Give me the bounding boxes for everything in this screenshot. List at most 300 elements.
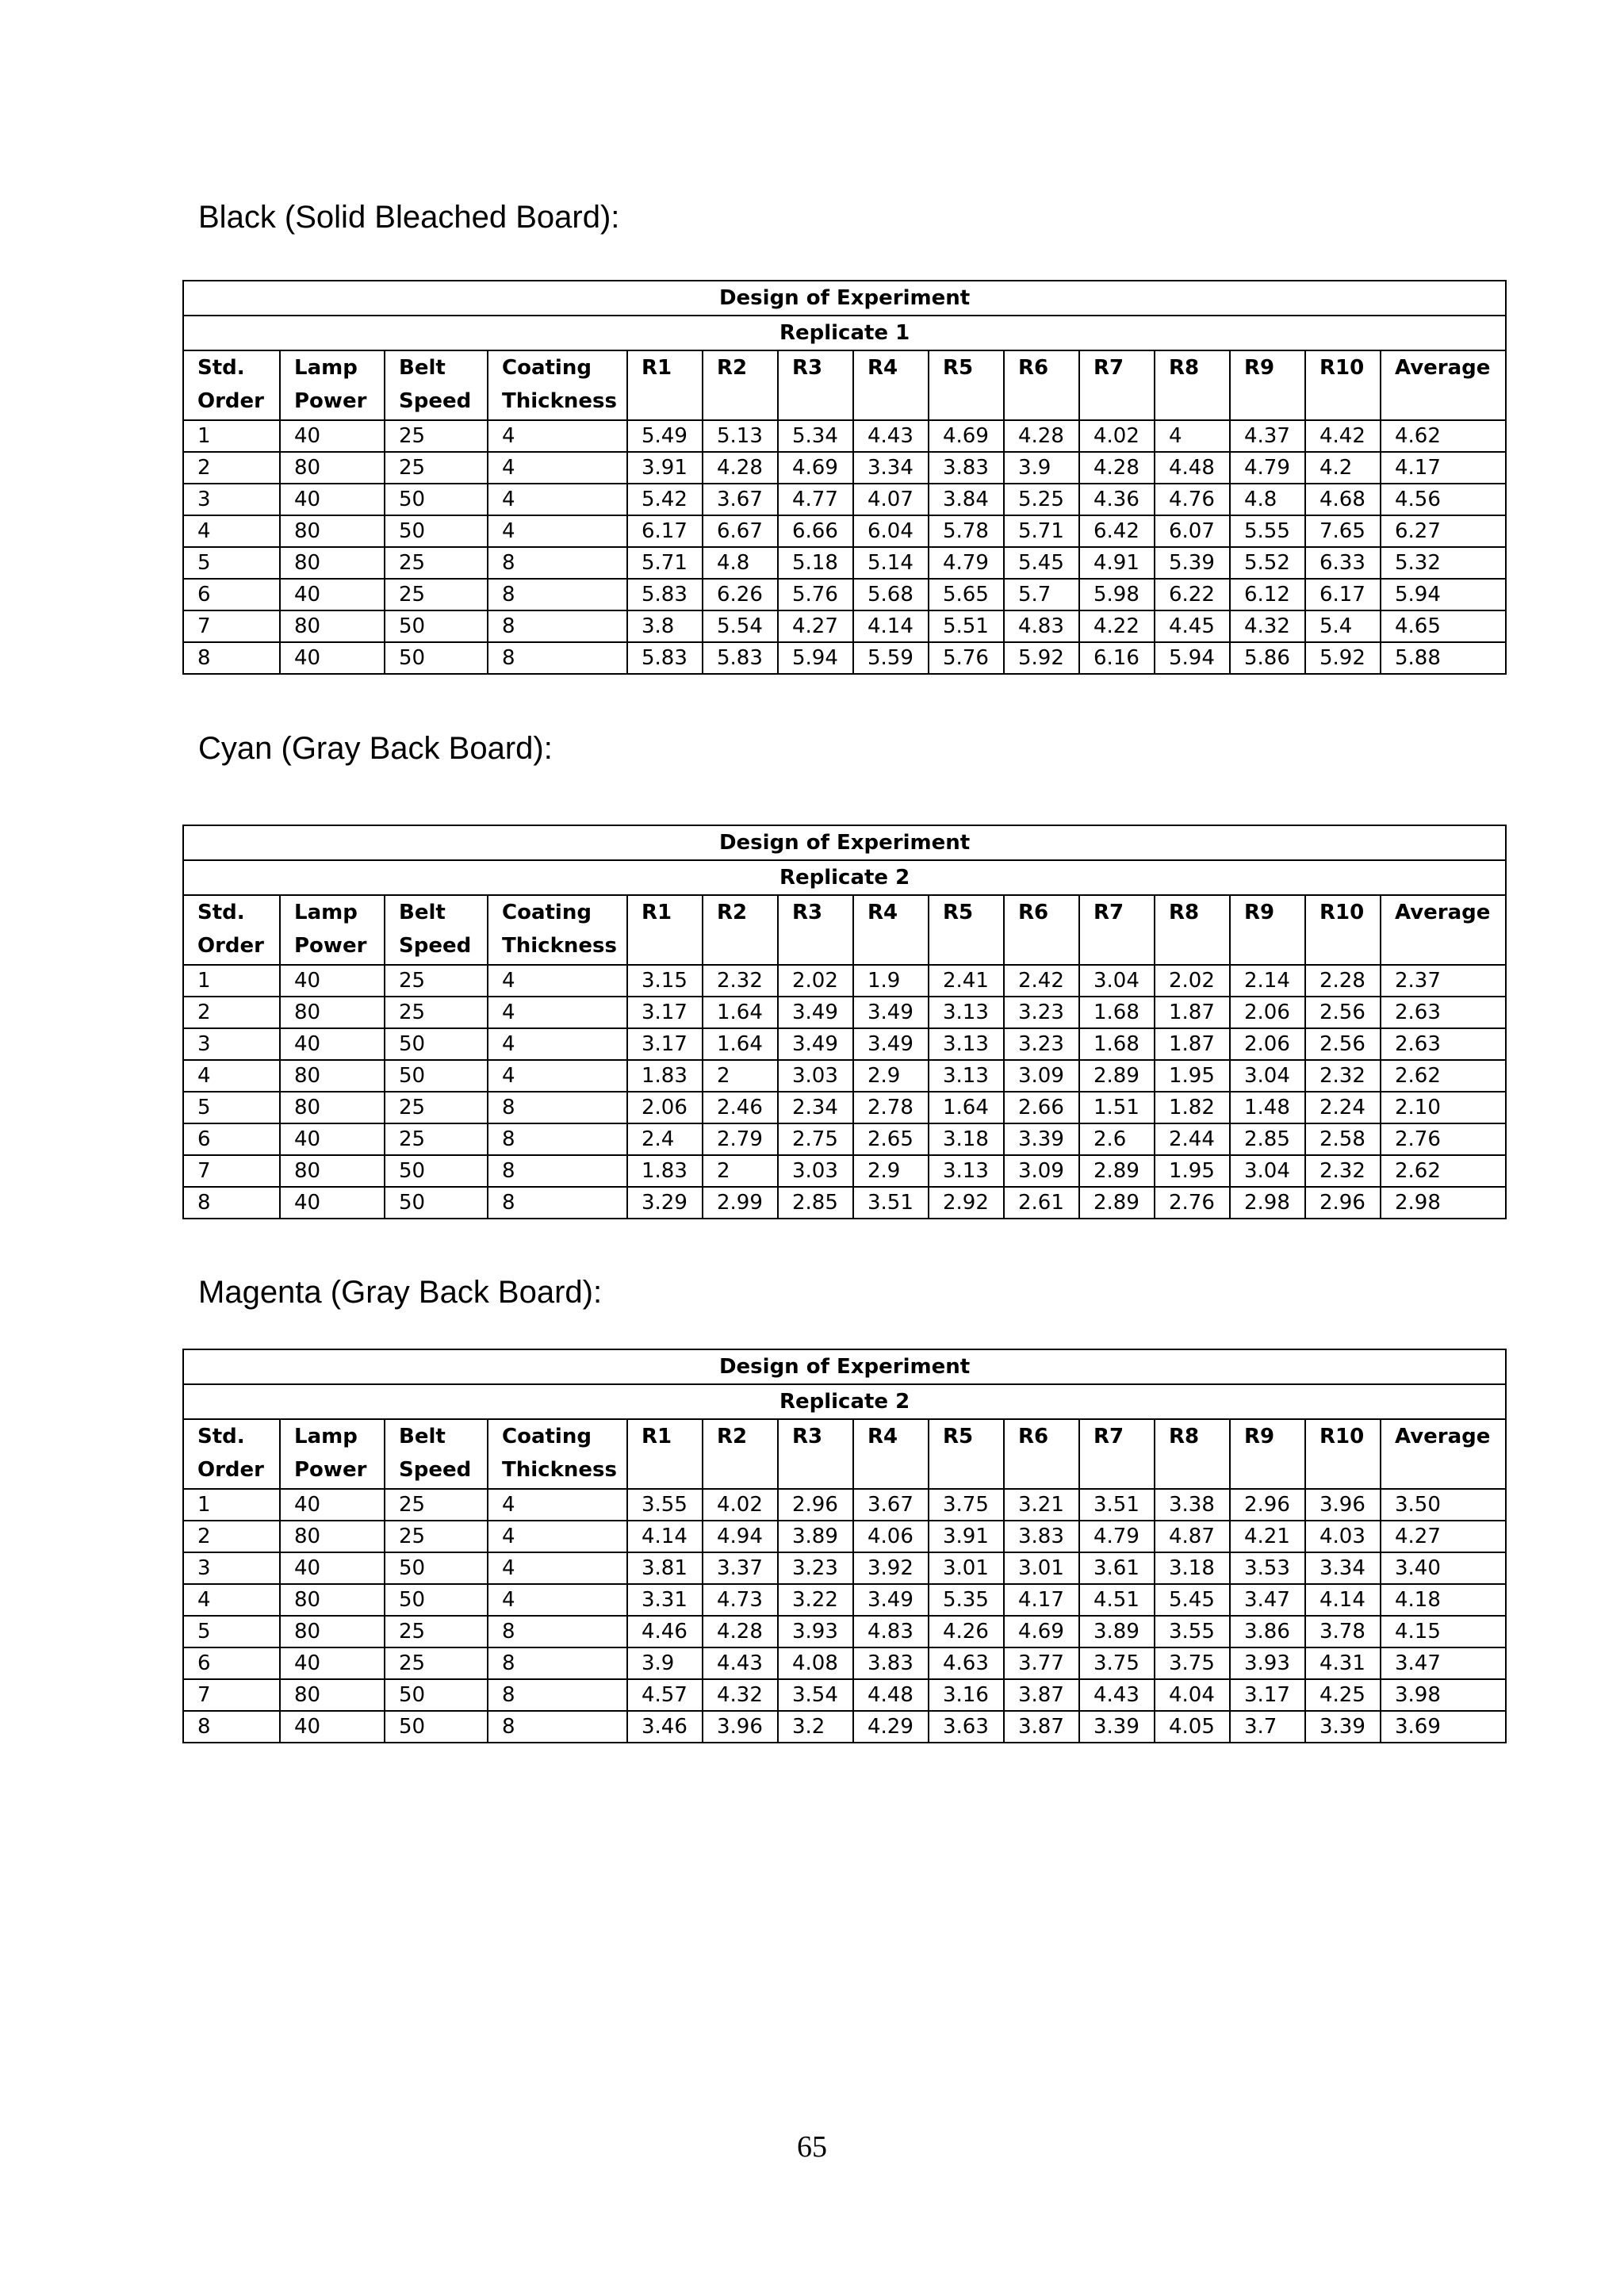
table-cell: 3.54 [778, 1679, 853, 1711]
table-cell: 1.51 [1079, 1092, 1155, 1123]
table-cell: 3.78 [1305, 1616, 1381, 1647]
table-cell: 4.43 [853, 420, 929, 452]
table-cell: 2.06 [627, 1092, 703, 1123]
table-cell: 3.34 [853, 452, 929, 484]
table-row [183, 1711, 1506, 1743]
table-cell: 4.69 [1004, 1616, 1079, 1647]
table-cell: 6.17 [627, 515, 703, 547]
table-cell: 4.17 [1004, 1584, 1079, 1616]
column-header [488, 1419, 627, 1489]
table-cell: 4.57 [627, 1679, 703, 1711]
table-cell: 5.39 [1155, 547, 1230, 579]
table-cell: 3.04 [1230, 1060, 1305, 1092]
table-cell: 5.94 [778, 642, 853, 674]
column-header-line: R6 [1018, 1425, 1049, 1448]
table-row [183, 1679, 1506, 1711]
table-cell: 3.87 [1004, 1679, 1079, 1711]
table-cell: 4.18 [1381, 1584, 1506, 1616]
table-cell: 80 [280, 1521, 385, 1552]
table-cell: 2.62 [1381, 1155, 1506, 1187]
table-cell: 4 [1155, 420, 1230, 452]
table-cell: 4 [488, 452, 627, 484]
table-cell: 3.46 [627, 1711, 703, 1743]
column-header-line: Thickness [502, 1458, 617, 1482]
table-cell: 8 [488, 579, 627, 610]
table-cell: 3.47 [1230, 1584, 1305, 1616]
column-header-line: R7 [1094, 901, 1124, 924]
table-cell: 25 [385, 965, 488, 997]
column-header [778, 350, 853, 420]
column-header [488, 895, 627, 965]
column-header [703, 895, 778, 965]
table-row [183, 1060, 1506, 1092]
table-cell: 3.39 [1305, 1711, 1381, 1743]
table-cell: 8 [488, 1155, 627, 1187]
table-cell: 3.34 [1305, 1552, 1381, 1584]
table-cell: 2.89 [1079, 1155, 1155, 1187]
table-cell: 4.22 [1079, 610, 1155, 642]
table-cell: 2.78 [853, 1092, 929, 1123]
column-header-line: Std. [197, 356, 245, 380]
table-banner: Design of Experiment [183, 825, 1506, 860]
table-cell: 25 [385, 547, 488, 579]
table-cell: 2.6 [1079, 1123, 1155, 1155]
table-cell: 4.06 [853, 1521, 929, 1552]
column-header-line: R4 [868, 1425, 898, 1448]
table-cell: 4.62 [1381, 420, 1506, 452]
table-cell: 4.56 [1381, 484, 1506, 515]
column-header [1381, 1419, 1506, 1489]
table-cell: 40 [280, 642, 385, 674]
table-cell: 6.27 [1381, 515, 1506, 547]
table-cell: 3.91 [627, 452, 703, 484]
table-cell: 2.42 [1004, 965, 1079, 997]
table-cell: 4.8 [1230, 484, 1305, 515]
column-header [703, 1419, 778, 1489]
table-banner: Design of Experiment [183, 281, 1506, 316]
table-cell: 4.43 [1079, 1679, 1155, 1711]
column-header [627, 895, 703, 965]
table-cell: 3.47 [1381, 1647, 1506, 1679]
table-cell: 2.62 [1381, 1060, 1506, 1092]
column-header-line: Coating [502, 901, 592, 924]
table-row [183, 515, 1506, 547]
table-cell: 2.32 [703, 965, 778, 997]
table-row [183, 547, 1506, 579]
table-cell: 6.16 [1079, 642, 1155, 674]
column-header [1230, 895, 1305, 965]
table-cell: 4.79 [1230, 452, 1305, 484]
table-cell: 3.75 [1155, 1647, 1230, 1679]
table-cell: 4 [488, 515, 627, 547]
table-cell: 4.28 [1079, 452, 1155, 484]
table-cell: 2 [703, 1060, 778, 1092]
table-cell: 1 [183, 420, 280, 452]
table-cell: 80 [280, 1616, 385, 1647]
table-cell: 1.87 [1155, 997, 1230, 1028]
table-cell: 5.54 [703, 610, 778, 642]
column-header [280, 1419, 385, 1489]
table-cell: 3.89 [778, 1521, 853, 1552]
table-cell: 3.13 [929, 1028, 1004, 1060]
table-cell: 5.18 [778, 547, 853, 579]
table-cell: 2.10 [1381, 1092, 1506, 1123]
table-cell: 6.66 [778, 515, 853, 547]
table-cell: 4.83 [1004, 610, 1079, 642]
column-header-line: Speed [399, 389, 472, 413]
column-header [929, 350, 1004, 420]
table-cell: 80 [280, 515, 385, 547]
table-row [183, 1187, 1506, 1219]
table-cell: 3.2 [778, 1711, 853, 1743]
table-cell: 25 [385, 997, 488, 1028]
table-cell: 3.75 [1079, 1647, 1155, 1679]
table-cell: 1.95 [1155, 1060, 1230, 1092]
column-header-line: R10 [1320, 356, 1365, 380]
table-cell: 6.67 [703, 515, 778, 547]
table-cell: 2.76 [1155, 1187, 1230, 1219]
table-cell: 8 [488, 610, 627, 642]
table-cell: 25 [385, 1489, 488, 1521]
table-cell: 5.7 [1004, 579, 1079, 610]
table-cell: 3.49 [853, 1028, 929, 1060]
table-cell: 25 [385, 1123, 488, 1155]
table-cell: 4.14 [853, 610, 929, 642]
table-cell: 4 [488, 1521, 627, 1552]
table-cell: 5.65 [929, 579, 1004, 610]
column-header-line: R5 [943, 356, 974, 380]
table-cell: 5.4 [1305, 610, 1381, 642]
column-header-line: Power [294, 389, 367, 413]
column-header-line: Belt [399, 356, 446, 380]
table-cell: 3.93 [778, 1616, 853, 1647]
table-cell: 4.91 [1079, 547, 1155, 579]
column-header-line: Power [294, 1458, 367, 1482]
table-cell: 8 [488, 1647, 627, 1679]
table-cell: 4.05 [1155, 1711, 1230, 1743]
table-cell: 2.28 [1305, 965, 1381, 997]
table-cell: 5.78 [929, 515, 1004, 547]
doe-table-magenta [182, 1349, 1507, 1743]
table-cell: 6.17 [1305, 579, 1381, 610]
table-cell: 3.23 [778, 1552, 853, 1584]
table-cell: 4.25 [1305, 1679, 1381, 1711]
column-header [853, 350, 929, 420]
column-header [1004, 350, 1079, 420]
table-cell: 2.46 [703, 1092, 778, 1123]
column-header-line: R8 [1169, 1425, 1200, 1448]
column-header-line: R9 [1244, 901, 1275, 924]
table-cell: 5.14 [853, 547, 929, 579]
table-cell: 4.94 [703, 1521, 778, 1552]
column-header-line: R1 [642, 1425, 672, 1448]
column-header [929, 895, 1004, 965]
table-cell: 3.17 [1230, 1679, 1305, 1711]
table-cell: 8 [488, 1123, 627, 1155]
table-cell: 1.83 [627, 1155, 703, 1187]
table-cell: 2.02 [1155, 965, 1230, 997]
table-cell: 3.83 [929, 452, 1004, 484]
table-cell: 50 [385, 1060, 488, 1092]
table-cell: 4.28 [703, 1616, 778, 1647]
table-cell: 2.85 [1230, 1123, 1305, 1155]
table-cell: 2.99 [703, 1187, 778, 1219]
column-header-line: R7 [1094, 356, 1124, 380]
table-cell: 2.32 [1305, 1060, 1381, 1092]
table-cell: 25 [385, 579, 488, 610]
table-cell: 3.75 [929, 1489, 1004, 1521]
table-cell: 4.69 [778, 452, 853, 484]
column-header [853, 1419, 929, 1489]
table-cell: 2.98 [1381, 1187, 1506, 1219]
table-cell: 8 [183, 642, 280, 674]
table-cell: 3.01 [1004, 1552, 1079, 1584]
table-cell: 3.49 [778, 1028, 853, 1060]
table-cell: 3 [183, 484, 280, 515]
table-cell: 40 [280, 1187, 385, 1219]
table-cell: 8 [488, 642, 627, 674]
table-cell: 3.53 [1230, 1552, 1305, 1584]
table-cell: 5.25 [1004, 484, 1079, 515]
table-cell: 6.22 [1155, 579, 1230, 610]
column-header-line: Lamp [294, 901, 358, 924]
table-cell: 2.06 [1230, 997, 1305, 1028]
table-cell: 4.04 [1155, 1679, 1230, 1711]
section-title-magenta: Magenta (Gray Back Board): [198, 1275, 603, 1310]
table-cell: 4.14 [627, 1521, 703, 1552]
table-cell: 3.81 [627, 1552, 703, 1584]
table-cell: 5.76 [778, 579, 853, 610]
table-cell: 4.79 [929, 547, 1004, 579]
table-cell: 3.49 [853, 1584, 929, 1616]
table-cell: 3.98 [1381, 1679, 1506, 1711]
table-cell: 3.91 [929, 1521, 1004, 1552]
table-cell: 3.9 [627, 1647, 703, 1679]
table-cell: 5.45 [1155, 1584, 1230, 1616]
column-header-line: R1 [642, 356, 672, 380]
table-cell: 3.37 [703, 1552, 778, 1584]
column-header-line: R3 [792, 1425, 823, 1448]
table-cell: 25 [385, 1092, 488, 1123]
table-cell: 2.65 [853, 1123, 929, 1155]
table-cell: 5.88 [1381, 642, 1506, 674]
table-cell: 3.13 [929, 1155, 1004, 1187]
table-cell: 1.83 [627, 1060, 703, 1092]
table-cell: 50 [385, 484, 488, 515]
table-cell: 4 [488, 1584, 627, 1616]
column-header [1305, 895, 1381, 965]
table-cell: 7 [183, 1155, 280, 1187]
table-cell: 4.79 [1079, 1521, 1155, 1552]
table-cell: 5.98 [1079, 579, 1155, 610]
column-header-line: Belt [399, 1425, 446, 1448]
table-cell: 4 [488, 420, 627, 452]
column-header [1004, 1419, 1079, 1489]
table-cell: 5 [183, 547, 280, 579]
table-cell: 1 [183, 1489, 280, 1521]
table-cell: 4.08 [778, 1647, 853, 1679]
page-number: 65 [797, 2130, 827, 2164]
table-cell: 40 [280, 1711, 385, 1743]
table-cell: 2.61 [1004, 1187, 1079, 1219]
table-cell: 8 [488, 1616, 627, 1647]
table-cell: 80 [280, 997, 385, 1028]
table-cell: 4.21 [1230, 1521, 1305, 1552]
table-cell: 4 [488, 1489, 627, 1521]
table-cell: 6.26 [703, 579, 778, 610]
table-cell: 2.89 [1079, 1187, 1155, 1219]
table-cell: 4.77 [778, 484, 853, 515]
column-header-line: R9 [1244, 1425, 1275, 1448]
table-row [183, 452, 1506, 484]
column-header-line: Coating [502, 1425, 592, 1448]
table-cell: 7 [183, 1679, 280, 1711]
table-cell: 5.94 [1155, 642, 1230, 674]
column-header-line: Average [1395, 356, 1491, 380]
table-cell: 8 [488, 1679, 627, 1711]
table-cell: 4.02 [1079, 420, 1155, 452]
table-cell: 2.37 [1381, 965, 1506, 997]
table-cell: 5.76 [929, 642, 1004, 674]
table-cell: 3.51 [853, 1187, 929, 1219]
table-cell: 5.71 [627, 547, 703, 579]
column-header-line: Lamp [294, 1425, 358, 1448]
header-row [183, 1419, 1506, 1489]
table-cell: 1.48 [1230, 1092, 1305, 1123]
table-cell: 5.83 [627, 642, 703, 674]
table-cell: 2 [183, 997, 280, 1028]
table-cell: 25 [385, 1616, 488, 1647]
table-cell: 3.17 [627, 1028, 703, 1060]
table-cell: 4.36 [1079, 484, 1155, 515]
table-cell: 3.83 [1004, 1521, 1079, 1552]
table-cell: 8 [183, 1187, 280, 1219]
table-row [183, 1616, 1506, 1647]
table-cell: 4.15 [1381, 1616, 1506, 1647]
table-cell: 4.07 [853, 484, 929, 515]
table-cell: 3.61 [1079, 1552, 1155, 1584]
table-cell: 3 [183, 1028, 280, 1060]
table-cell: 40 [280, 1647, 385, 1679]
column-header-line: R9 [1244, 356, 1275, 380]
table-cell: 6 [183, 579, 280, 610]
table-cell: 4 [183, 515, 280, 547]
table-cell: 6.07 [1155, 515, 1230, 547]
column-header [778, 895, 853, 965]
table-row [183, 1584, 1506, 1616]
table-cell: 80 [280, 1092, 385, 1123]
table-cell: 5.55 [1230, 515, 1305, 547]
table-cell: 1.64 [703, 1028, 778, 1060]
table-cell: 3.40 [1381, 1552, 1506, 1584]
table-cell: 50 [385, 610, 488, 642]
table-cell: 5 [183, 1092, 280, 1123]
table-cell: 2.63 [1381, 1028, 1506, 1060]
table-cell: 4.76 [1155, 484, 1230, 515]
table-cell: 3.03 [778, 1155, 853, 1187]
column-header-line: Order [197, 1458, 264, 1482]
table-cell: 4.37 [1230, 420, 1305, 452]
table-cell: 2 [703, 1155, 778, 1187]
table-cell: 5.83 [627, 579, 703, 610]
table-cell: 4.2 [1305, 452, 1381, 484]
table-cell: 4 [488, 1060, 627, 1092]
table-cell: 5.59 [853, 642, 929, 674]
table-cell: 2.92 [929, 1187, 1004, 1219]
table-cell: 2.34 [778, 1092, 853, 1123]
table-cell: 2.32 [1305, 1155, 1381, 1187]
table-cell: 5.45 [1004, 547, 1079, 579]
column-header-line: R2 [717, 356, 748, 380]
table-cell: 1.9 [853, 965, 929, 997]
table-cell: 3.55 [627, 1489, 703, 1521]
table-cell: 2.96 [778, 1489, 853, 1521]
table-cell: 7 [183, 610, 280, 642]
table-cell: 4.27 [1381, 1521, 1506, 1552]
table-cell: 5.13 [703, 420, 778, 452]
table-cell: 4.32 [1230, 610, 1305, 642]
column-header-line: R10 [1320, 901, 1365, 924]
table-cell: 4 [488, 997, 627, 1028]
table-row [183, 1123, 1506, 1155]
table-cell: 2.79 [703, 1123, 778, 1155]
table-cell: 40 [280, 1489, 385, 1521]
table-cell: 3.51 [1079, 1489, 1155, 1521]
table-cell: 5.52 [1230, 547, 1305, 579]
table-cell: 1.87 [1155, 1028, 1230, 1060]
table-cell: 3.09 [1004, 1060, 1079, 1092]
column-header-line: R5 [943, 1425, 974, 1448]
column-header-line: Thickness [502, 934, 617, 958]
table-cell: 4 [183, 1060, 280, 1092]
table-cell: 40 [280, 1028, 385, 1060]
column-header-line: Std. [197, 1425, 245, 1448]
column-header [488, 350, 627, 420]
table-cell: 50 [385, 1552, 488, 1584]
doe-table-black [182, 280, 1507, 675]
table-cell: 8 [488, 1187, 627, 1219]
table-cell: 7.65 [1305, 515, 1381, 547]
table-cell: 5.34 [778, 420, 853, 452]
table-cell: 5.35 [929, 1584, 1004, 1616]
table-cell: 5.68 [853, 579, 929, 610]
table-cell: 4.28 [1004, 420, 1079, 452]
column-header-line: R4 [868, 356, 898, 380]
table-cell: 3.87 [1004, 1711, 1079, 1743]
column-header-line: R7 [1094, 1425, 1124, 1448]
column-header [1230, 350, 1305, 420]
table-cell: 3.17 [627, 997, 703, 1028]
table-cell: 1.95 [1155, 1155, 1230, 1187]
table-cell: 5.42 [627, 484, 703, 515]
table-cell: 4.14 [1305, 1584, 1381, 1616]
table-cell: 40 [280, 965, 385, 997]
table-cell: 4.48 [853, 1679, 929, 1711]
table-cell: 8 [488, 547, 627, 579]
column-header [280, 350, 385, 420]
column-header [385, 1419, 488, 1489]
column-header [929, 1419, 1004, 1489]
column-header [385, 895, 488, 965]
table-cell: 1.64 [929, 1092, 1004, 1123]
table-cell: 4 [488, 1552, 627, 1584]
table-cell: 25 [385, 1647, 488, 1679]
table-cell: 3.13 [929, 997, 1004, 1028]
column-header [1381, 895, 1506, 965]
table-cell: 2.02 [778, 965, 853, 997]
table-cell: 3.18 [1155, 1552, 1230, 1584]
table-cell: 3.83 [853, 1647, 929, 1679]
